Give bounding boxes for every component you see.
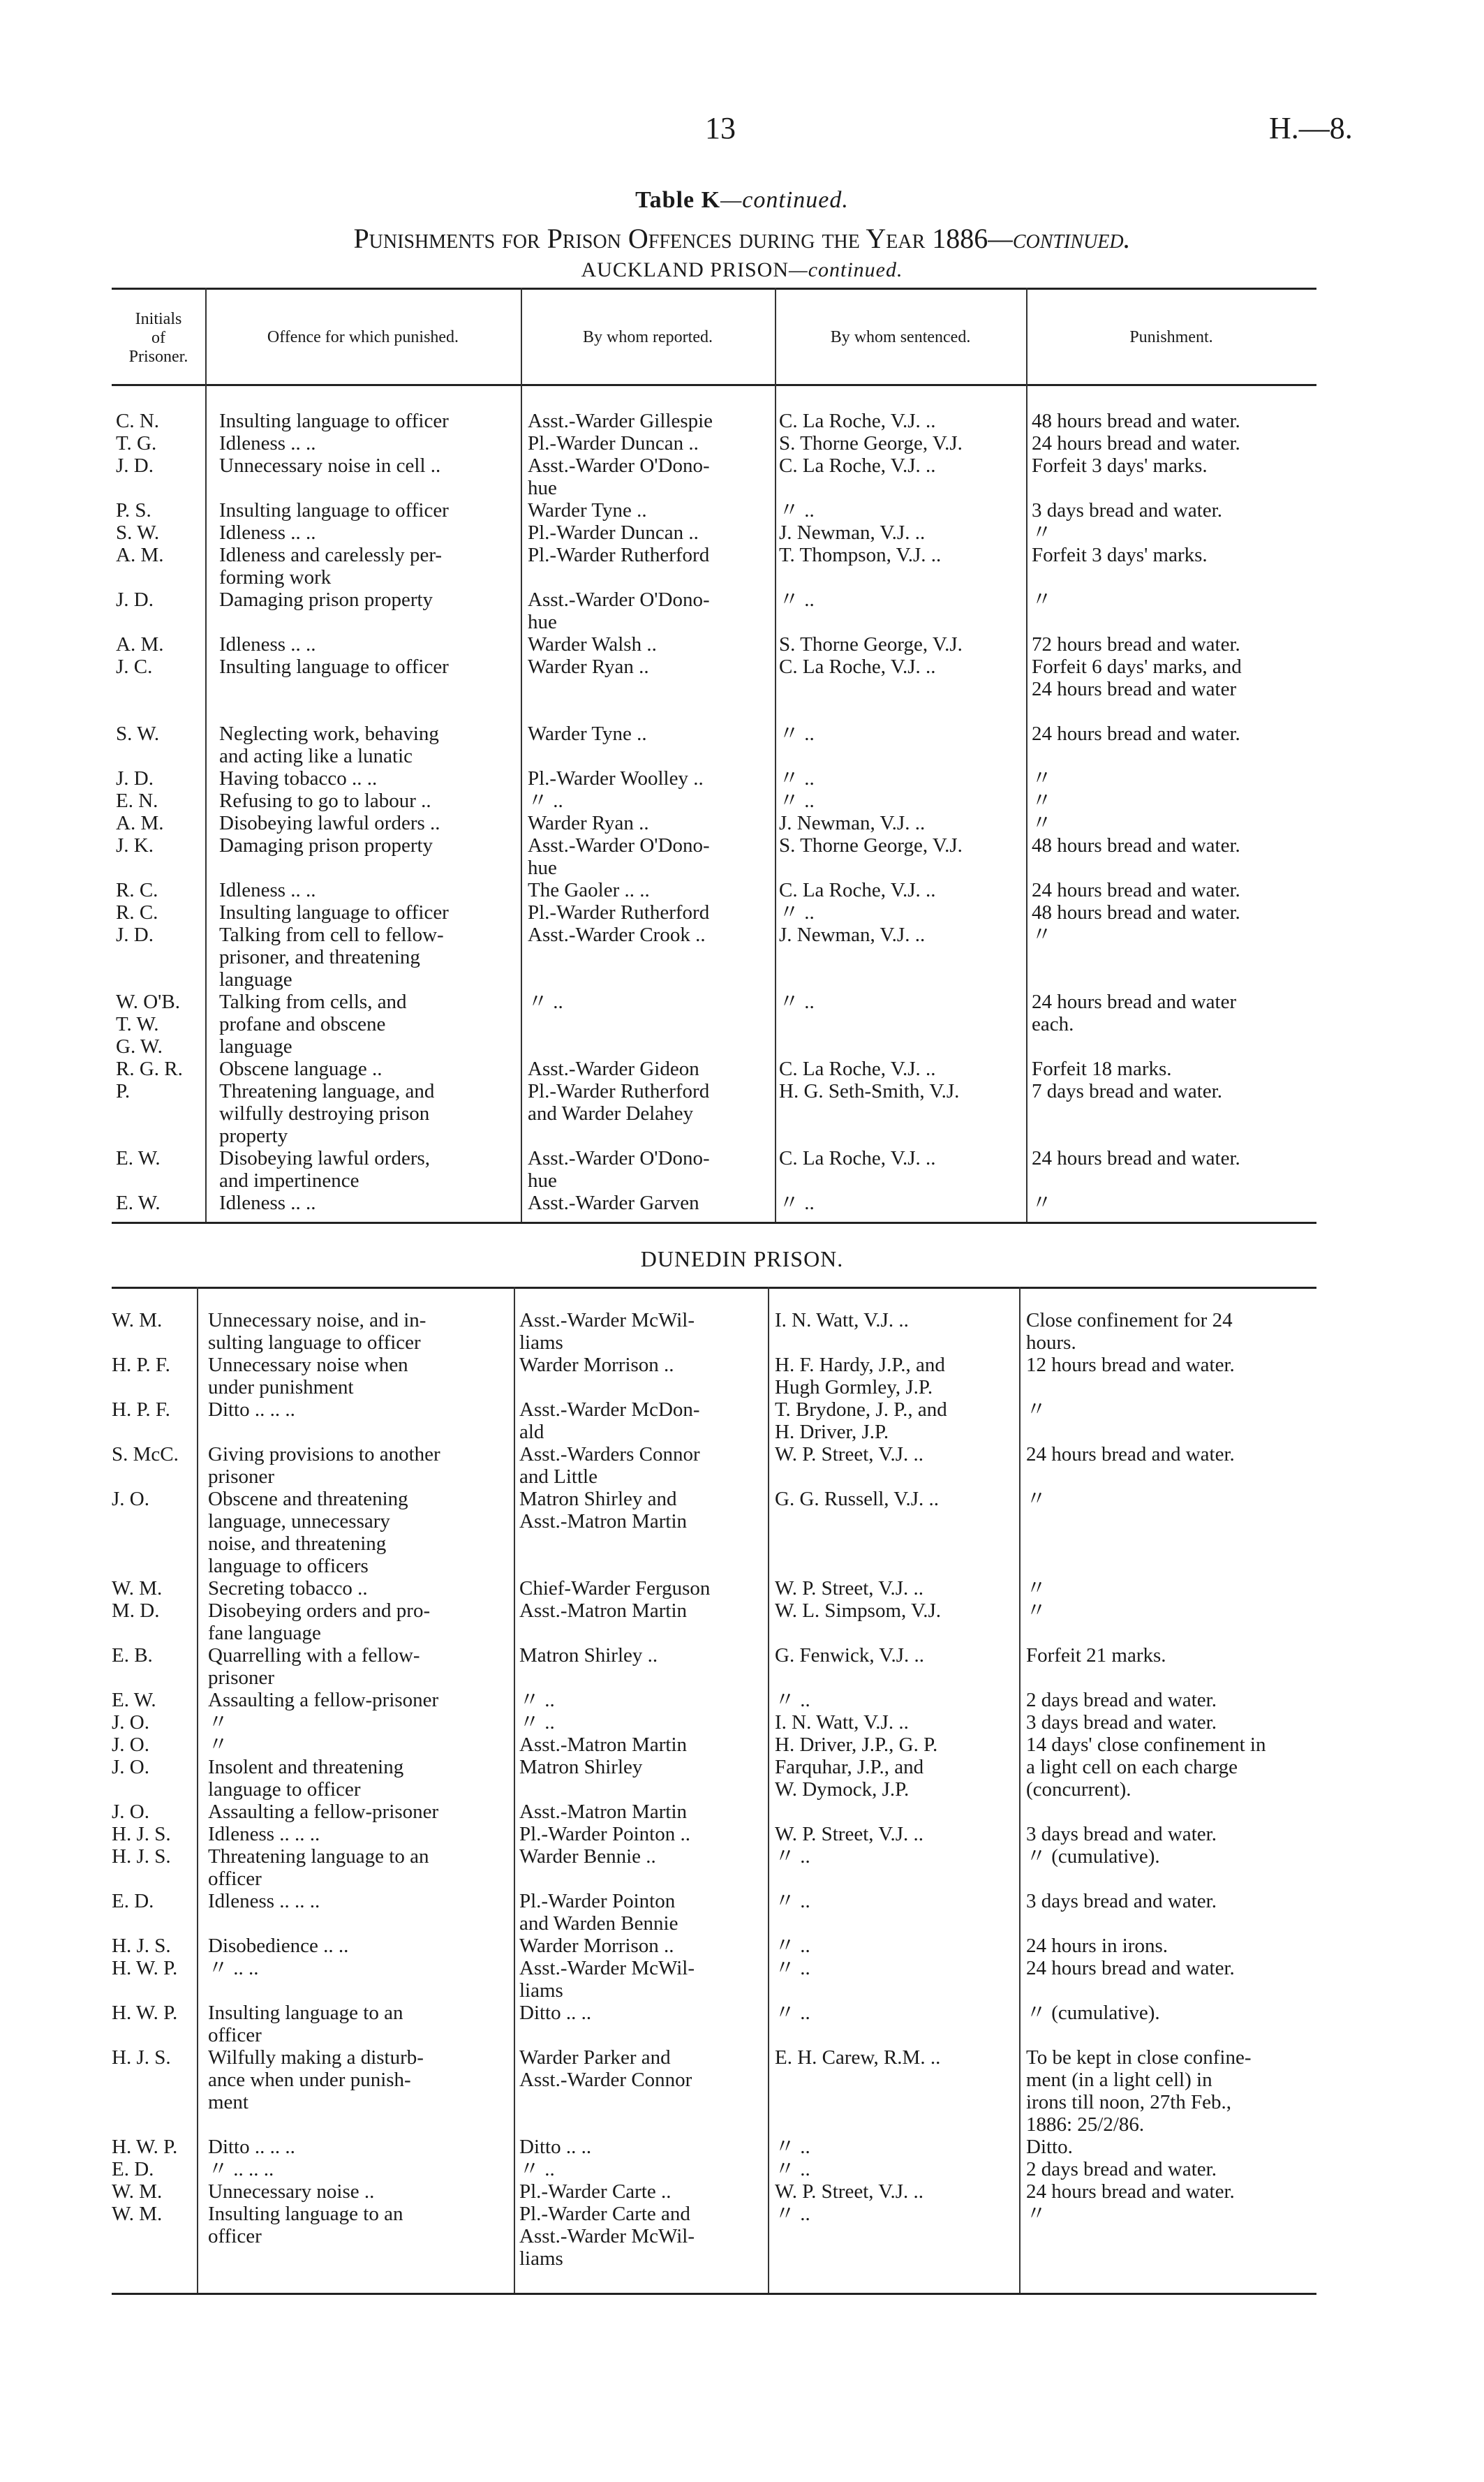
reported-by-cell: Pl.-Warder Pointon .. <box>519 1823 690 1845</box>
prisoner-initials-cell: J. D. <box>116 589 154 611</box>
punishment-cell: 7 days bread and water. <box>1032 1080 1222 1102</box>
prisoner-initials-cell: T. G. <box>116 432 157 455</box>
prisoner-initials-cell: E. B. <box>112 1644 153 1667</box>
prisoner-initials-cell: E. D. <box>112 1890 154 1912</box>
sentenced-by-cell: E. H. Carew, R.M. .. <box>775 2046 941 2069</box>
punishment-cell: 3 days bread and water. <box>1032 499 1222 522</box>
reported-by-cell: Pl.-Warder Rutherford and Warder Delahey <box>528 1080 710 1125</box>
offence-cell: Damaging prison property <box>219 589 433 611</box>
prisoner-initials-cell: R. C. <box>116 901 158 924</box>
punishment-cell: 48 hours bread and water. <box>1032 901 1240 924</box>
punishment-cell: To be kept in close confine- ment (in a light cell) in irons till noon, 27th Feb., 1886: 25/2/86. <box>1026 2046 1252 2136</box>
reported-by-cell: Ditto .. .. <box>519 2136 592 2158</box>
table-top-rule <box>112 1287 1316 1289</box>
sentenced-by-cell: C. La Roche, V.J. .. <box>779 410 936 432</box>
prisoner-initials-cell: S. W. <box>116 723 160 745</box>
offence-cell: Insulting language to officer <box>219 499 449 522</box>
offence-cell: Talking from cell to fellow- prisoner, and threatening language <box>219 924 444 991</box>
punishment-cell: 〃 <box>1032 589 1053 611</box>
punishment-cell: 〃 <box>1026 1577 1047 1600</box>
offence-cell: Idleness .. .. .. <box>208 1823 320 1845</box>
reported-by-cell: Matron Shirley .. <box>519 1644 658 1667</box>
punishment-cell: 〃 <box>1032 522 1053 544</box>
offence-cell: Insulting language to officer <box>219 901 449 924</box>
prisoner-initials-cell: A. M. <box>116 812 164 834</box>
page-header <box>0 110 1484 152</box>
punishment-cell: Ditto. <box>1026 2136 1073 2158</box>
reported-by-cell: Asst.-Warder O'Dono- hue <box>528 455 710 499</box>
header-sentenced: By whom sentenced. <box>830 328 971 346</box>
sentenced-by-cell: W. P. Street, V.J. .. <box>775 1577 923 1600</box>
reported-by-cell: Asst.-Warder O'Dono- hue <box>528 589 710 633</box>
offence-cell: 〃 <box>208 1711 229 1734</box>
punishment-cell: 〃 <box>1032 812 1053 834</box>
prisoner-initials-cell: W. O'B. T. W. G. W. <box>116 991 180 1058</box>
prisoner-initials-cell: H. J. S. <box>112 1823 171 1845</box>
sentenced-by-cell: 〃 .. <box>775 2136 810 2158</box>
reported-by-cell: Warder Bennie .. <box>519 1845 656 1868</box>
sentenced-by-cell: 〃 .. <box>775 1890 810 1912</box>
sentenced-by-cell: J. Newman, V.J. .. <box>779 522 926 544</box>
sentenced-by-cell: S. Thorne George, V.J. <box>779 432 963 455</box>
column-divider <box>205 288 207 1222</box>
table-subtitle <box>0 222 1484 257</box>
prisoner-initials-cell: W. M. <box>112 1309 163 1331</box>
prisoner-initials-cell: H. J. S. <box>112 2046 171 2069</box>
table-top-rule <box>112 288 1316 290</box>
reported-by-cell: Asst.-Warders Connor and Little <box>519 1443 700 1488</box>
prisoner-initials-cell: H. P. F. <box>112 1354 170 1376</box>
offence-cell: Neglecting work, behaving and acting like a lunatic <box>219 723 439 767</box>
auckland-table <box>112 288 1316 1223</box>
reported-by-cell: Asst.-Warder O'Dono- hue <box>528 1147 710 1192</box>
punishment-cell: 24 hours bread and water. <box>1032 879 1240 901</box>
punishment-cell: 24 hours bread and water. <box>1026 1443 1235 1465</box>
auckland-heading <box>0 258 1484 286</box>
punishment-cell: 14 days' close confinement in a light cell on each charge (concurrent). <box>1026 1734 1266 1801</box>
prisoner-initials-cell: H. P. F. <box>112 1398 170 1421</box>
reported-by-cell: Warder Ryan .. <box>528 812 649 834</box>
header-offence: Offence for which punished. <box>267 328 459 346</box>
prisoner-initials-cell: M. D. <box>112 1600 160 1622</box>
prisoner-initials-cell: J. D. <box>116 455 154 477</box>
sentenced-by-cell: C. La Roche, V.J. .. <box>779 1147 936 1169</box>
sentenced-by-cell: 〃 .. <box>779 1192 815 1214</box>
sentenced-by-cell: H. F. Hardy, J.P., and Hugh Gormley, J.P. <box>775 1354 945 1398</box>
prisoner-initials-cell: R. C. <box>116 879 158 901</box>
offence-cell: 〃 .. .. <box>208 1957 259 1979</box>
sentenced-by-cell: 〃 .. <box>775 1845 810 1868</box>
offence-cell: Unnecessary noise when under punishment <box>208 1354 408 1398</box>
reported-by-cell: Asst.-Warder McWil- liams <box>519 1309 695 1354</box>
punishment-cell: 〃 <box>1032 924 1053 946</box>
column-divider <box>775 288 776 1222</box>
offence-cell: 〃 .. .. .. <box>208 2158 274 2180</box>
offence-cell: Insulting language to officer <box>219 656 449 678</box>
sentenced-by-cell: 〃 .. <box>779 991 815 1013</box>
reported-by-cell: 〃 .. <box>519 1689 555 1711</box>
sentenced-by-cell: 〃 .. <box>779 790 815 812</box>
sentenced-by-cell: 〃 .. <box>779 901 815 924</box>
reported-by-cell: Asst.-Warder O'Dono- hue <box>528 834 710 879</box>
offence-cell: Threatening language to an officer <box>208 1845 429 1890</box>
table-title <box>0 187 1484 218</box>
offence-cell: Obscene and threatening language, unnecessary noise, and threatening language to officers <box>208 1488 408 1577</box>
punishment-cell: 〃 (cumulative). <box>1026 1845 1160 1868</box>
header-punishment: Punishment. <box>1129 328 1213 346</box>
punishment-cell: 2 days bread and water. <box>1026 1689 1217 1711</box>
prisoner-initials-cell: H. W. P. <box>112 1957 178 1979</box>
reported-by-cell: Asst.-Warder Gillespie <box>528 410 713 432</box>
sentenced-by-cell: C. La Roche, V.J. .. <box>779 455 936 477</box>
sentenced-by-cell: S. Thorne George, V.J. <box>779 834 963 857</box>
punishment-cell: 〃 <box>1032 790 1053 812</box>
punishment-cell: Forfeit 21 marks. <box>1026 1644 1166 1667</box>
sentenced-by-cell: I. N. Watt, V.J. .. <box>775 1711 909 1734</box>
reported-by-cell: Asst.-Warder Garven <box>528 1192 699 1214</box>
sentenced-by-cell: C. La Roche, V.J. .. <box>779 1058 936 1080</box>
reported-by-cell: Asst.-Warder McWil- liams <box>519 1957 695 2002</box>
sentenced-by-cell: C. La Roche, V.J. .. <box>779 879 936 901</box>
offence-cell: Idleness .. .. <box>219 522 316 544</box>
sentenced-by-cell: 〃 .. <box>775 1935 810 1957</box>
offence-cell: Damaging prison property <box>219 834 433 857</box>
prisoner-initials-cell: H. W. P. <box>112 2136 178 2158</box>
offence-cell: Idleness .. .. .. <box>208 1890 320 1912</box>
sentenced-by-cell: 〃 .. <box>775 1689 810 1711</box>
punishment-cell: 48 hours bread and water. <box>1032 834 1240 857</box>
reported-by-cell: Warder Morrison .. <box>519 1354 674 1376</box>
reported-by-cell: 〃 .. <box>528 790 563 812</box>
punishment-cell: 24 hours bread and water. <box>1026 1957 1235 1979</box>
document-reference: H.—8. <box>1269 111 1353 145</box>
punishment-cell: 24 hours bread and water. <box>1032 432 1240 455</box>
punishment-cell: Forfeit 18 marks. <box>1032 1058 1172 1080</box>
sentenced-by-cell: 〃 .. <box>775 2203 810 2225</box>
offence-cell: Idleness .. .. <box>219 879 316 901</box>
reported-by-cell: Ditto .. .. <box>519 2002 592 2024</box>
prisoner-initials-cell: P. S. <box>116 499 151 522</box>
reported-by-cell: Warder Morrison .. <box>519 1935 674 1957</box>
sentenced-by-cell: 〃 .. <box>775 2158 810 2180</box>
punishment-cell: Forfeit 6 days' marks, and 24 hours bread and water <box>1032 656 1242 700</box>
auckland-heading-suffix: —continued. <box>789 258 903 281</box>
offence-cell: Idleness .. .. <box>219 633 316 656</box>
header-bottom-rule <box>112 384 1316 386</box>
prisoner-initials-cell: R. G. R. <box>116 1058 183 1080</box>
punishment-cell: 〃 <box>1032 767 1053 790</box>
punishment-cell: 24 hours bread and water. <box>1026 2180 1235 2203</box>
prisoner-initials-cell: J. O. <box>112 1488 149 1510</box>
sentenced-by-cell: G. G. Russell, V.J. .. <box>775 1488 940 1510</box>
reported-by-cell: Warder Parker and Asst.-Warder Connor <box>519 2046 692 2091</box>
reported-by-cell: Warder Tyne .. <box>528 499 647 522</box>
sentenced-by-cell: T. Thompson, V.J. .. <box>779 544 942 566</box>
subtitle-text: Punishments for Prison Offences during the Year 1886 <box>353 223 988 254</box>
table-label: Table K <box>635 187 721 213</box>
sentenced-by-cell: G. Fenwick, V.J. .. <box>775 1644 925 1667</box>
offence-cell: Secreting tobacco .. <box>208 1577 368 1600</box>
prisoner-initials-cell: W. M. <box>112 2203 163 2225</box>
reported-by-cell: Asst.-Matron Martin Matron Shirley <box>519 1734 688 1778</box>
prisoner-initials-cell: C. N. <box>116 410 160 432</box>
offence-cell: Insulting language to an officer <box>208 2203 403 2247</box>
sentenced-by-cell: W. L. Simpsom, V.J. <box>775 1600 941 1622</box>
table-bottom-rule <box>112 2293 1316 2295</box>
sentenced-by-cell: T. Brydone, J. P., and H. Driver, J.P. <box>775 1398 947 1443</box>
punishment-cell: 48 hours bread and water. <box>1032 410 1240 432</box>
offence-cell: Idleness .. .. <box>219 432 316 455</box>
reported-by-cell: Pl.-Warder Rutherford <box>528 901 710 924</box>
reported-by-cell: Pl.-Warder Duncan .. <box>528 522 699 544</box>
offence-cell: Unnecessary noise .. <box>208 2180 375 2203</box>
prisoner-initials-cell: S. W. <box>116 522 160 544</box>
sentenced-by-cell: W. P. Street, V.J. .. <box>775 2180 923 2203</box>
prisoner-initials-cell: J. D. <box>116 767 154 790</box>
offence-cell: Quarrelling with a fellow- prisoner <box>208 1644 420 1689</box>
punishment-cell: 〃 (cumulative). <box>1026 2002 1160 2024</box>
sentenced-by-cell: 〃 .. <box>779 499 815 522</box>
offence-cell: Obscene language .. <box>219 1058 383 1080</box>
offence-cell: Unnecessary noise, and in- sulting language to officer <box>208 1309 426 1354</box>
punishment-cell: 3 days bread and water. <box>1026 1890 1217 1912</box>
reported-by-cell: Pl.-Warder Carte and Asst.-Warder McWil- liams <box>519 2203 695 2270</box>
punishment-cell: 2 days bread and water. <box>1026 2158 1217 2180</box>
sentenced-by-cell: 〃 .. <box>775 1957 810 1979</box>
punishment-cell: Forfeit 3 days' marks. <box>1032 544 1208 566</box>
column-divider <box>197 1287 198 2293</box>
column-divider <box>1026 288 1027 1222</box>
sentenced-by-cell: J. Newman, V.J. .. <box>779 812 926 834</box>
punishment-cell: Close confinement for 24 hours. <box>1026 1309 1233 1354</box>
offence-cell: Threatening language, and wilfully destroying prison property <box>219 1080 435 1147</box>
prisoner-initials-cell: J. K. <box>116 834 154 857</box>
prisoner-initials-cell: E. W. <box>112 1689 156 1711</box>
offence-cell: Refusing to go to labour .. <box>219 790 431 812</box>
offence-cell: Wilfully making a disturb- ance when under punish- ment <box>208 2046 424 2113</box>
offence-cell: Ditto .. .. .. <box>208 2136 295 2158</box>
prisoner-initials-cell: W. M. <box>112 1577 163 1600</box>
column-divider <box>521 288 522 1222</box>
prisoner-initials-cell: H. W. P. <box>112 2002 178 2024</box>
prisoner-initials-cell: E. W. <box>116 1147 161 1169</box>
reported-by-cell: Warder Tyne .. <box>528 723 647 745</box>
sentenced-by-cell: H. Driver, J.P., G. P. Farquhar, J.P., and W. Dymock, J.P. <box>775 1734 938 1801</box>
offence-cell: 〃 Insolent and threatening language to officer <box>208 1734 404 1801</box>
punishment-cell: 72 hours bread and water. <box>1032 633 1240 656</box>
punishment-cell: 24 hours bread and water. <box>1032 723 1240 745</box>
sentenced-by-cell: I. N. Watt, V.J. .. <box>775 1309 909 1331</box>
prisoner-initials-cell: J. O. <box>112 1801 149 1823</box>
title-block <box>0 187 1484 286</box>
punishment-cell: 24 hours bread and water each. <box>1032 991 1237 1035</box>
offence-cell: Idleness .. .. <box>219 1192 316 1214</box>
punishment-cell: 12 hours bread and water. <box>1026 1354 1235 1376</box>
punishment-cell: 24 hours bread and water. <box>1032 1147 1240 1169</box>
punishment-cell: 3 days bread and water. <box>1026 1711 1217 1734</box>
punishment-cell: 24 hours in irons. <box>1026 1935 1168 1957</box>
sentenced-by-cell: H. G. Seth-Smith, V.J. <box>779 1080 960 1102</box>
reported-by-cell: Asst.-Warder Crook .. <box>528 924 706 946</box>
table-bottom-rule <box>112 1222 1316 1224</box>
offence-cell: Unnecessary noise in cell .. <box>219 455 441 477</box>
reported-by-cell: Pl.-Warder Carte .. <box>519 2180 671 2203</box>
prisoner-initials-cell: E. N. <box>116 790 158 812</box>
offence-cell: Idleness and carelessly per- forming work <box>219 544 443 589</box>
prisoner-initials-cell: S. McC. <box>112 1443 179 1465</box>
offence-cell: Disobeying lawful orders .. <box>219 812 440 834</box>
reported-by-cell: 〃 .. <box>519 2158 555 2180</box>
punishment-cell: 〃 <box>1026 2203 1047 2225</box>
reported-by-cell: Pl.-Warder Duncan .. <box>528 432 699 455</box>
prisoner-initials-cell: J. O. <box>112 1711 149 1734</box>
reported-by-cell: Asst.-Matron Martin <box>519 1801 688 1823</box>
offence-cell: Giving provisions to another prisoner <box>208 1443 440 1488</box>
reported-by-cell: Asst.-Warder McDon- ald <box>519 1398 700 1443</box>
reported-by-cell: Chief-Warder Ferguson <box>519 1577 711 1600</box>
subtitle-suffix: —continued. <box>988 223 1131 254</box>
punishment-cell: 〃 <box>1026 1398 1047 1421</box>
reported-by-cell: Pl.-Warder Rutherford <box>528 544 710 566</box>
prisoner-initials-cell: A. M. <box>116 544 164 566</box>
sentenced-by-cell: C. La Roche, V.J. .. <box>779 656 936 678</box>
reported-by-cell: Pl.-Warder Woolley .. <box>528 767 704 790</box>
offence-cell: Assaulting a fellow-prisoner <box>208 1689 439 1711</box>
offence-cell: Insulting language to an officer <box>208 2002 403 2046</box>
punishment-cell: Forfeit 3 days' marks. <box>1032 455 1208 477</box>
prisoner-initials-cell: P. <box>116 1080 131 1102</box>
offence-cell: Talking from cells, and profane and obscene language <box>219 991 407 1058</box>
sentenced-by-cell: S. Thorne George, V.J. <box>779 633 963 656</box>
prisoner-initials-cell: H. J. S. <box>112 1845 171 1868</box>
prisoner-initials-cell: E. W. <box>116 1192 161 1214</box>
reported-by-cell: Asst.-Matron Martin <box>519 1600 688 1622</box>
punishment-cell: 〃 <box>1032 1192 1053 1214</box>
punishment-cell: 〃 <box>1026 1600 1047 1622</box>
dunedin-table <box>112 1287 1316 2294</box>
prisoner-initials-cell: J. O. J. O. <box>112 1734 149 1778</box>
reported-by-cell: 〃 .. <box>519 1711 555 1734</box>
offence-cell: Having tobacco .. .. <box>219 767 378 790</box>
offence-cell: Assaulting a fellow-prisoner <box>208 1801 439 1823</box>
reported-by-cell: Warder Walsh .. <box>528 633 657 656</box>
reported-by-cell: Warder Ryan .. <box>528 656 649 678</box>
punishment-cell: 3 days bread and water. <box>1026 1823 1217 1845</box>
offence-cell: Insulting language to officer <box>219 410 449 432</box>
prisoner-initials-cell: H. J. S. <box>112 1935 171 1957</box>
offence-cell: Disobeying lawful orders, and impertinence <box>219 1147 431 1192</box>
prisoner-initials-cell: E. D. <box>112 2158 154 2180</box>
offence-cell: Disobedience .. .. <box>208 1935 349 1957</box>
prisoner-initials-cell: J. C. <box>116 656 153 678</box>
offence-cell: Disobeying orders and pro- fane language <box>208 1600 431 1644</box>
sentenced-by-cell: J. Newman, V.J. .. <box>779 924 926 946</box>
reported-by-cell: Asst.-Warder Gideon <box>528 1058 699 1080</box>
sentenced-by-cell: 〃 .. <box>775 2002 810 2024</box>
sentenced-by-cell: W. P. Street, V.J. .. <box>775 1823 923 1845</box>
page-number: 13 <box>705 111 736 145</box>
sentenced-by-cell: 〃 .. <box>779 589 815 611</box>
reported-by-cell: Matron Shirley and Asst.-Matron Martin <box>519 1488 688 1532</box>
sentenced-by-cell: 〃 .. <box>779 767 815 790</box>
sentenced-by-cell: W. P. Street, V.J. .. <box>775 1443 923 1465</box>
dunedin-heading: DUNEDIN PRISON. <box>640 1246 844 1271</box>
reported-by-cell: Pl.-Warder Pointon and Warden Bennie <box>519 1890 678 1935</box>
reported-by-cell: 〃 .. <box>528 991 563 1013</box>
reported-by-cell: The Gaoler .. .. <box>528 879 650 901</box>
punishment-cell: 〃 <box>1026 1488 1047 1510</box>
table-label-suffix: —continued. <box>720 187 849 213</box>
header-initials: Initials of Prisoner. <box>128 310 188 366</box>
header-reported: By whom reported. <box>583 328 713 346</box>
offence-cell: Ditto .. .. .. <box>208 1398 295 1421</box>
prisoner-initials-cell: A. M. <box>116 633 164 656</box>
prisoner-initials-cell: J. D. <box>116 924 154 946</box>
prisoner-initials-cell: W. M. <box>112 2180 163 2203</box>
auckland-heading-text: AUCKLAND PRISON <box>581 258 789 281</box>
sentenced-by-cell: 〃 .. <box>779 723 815 745</box>
